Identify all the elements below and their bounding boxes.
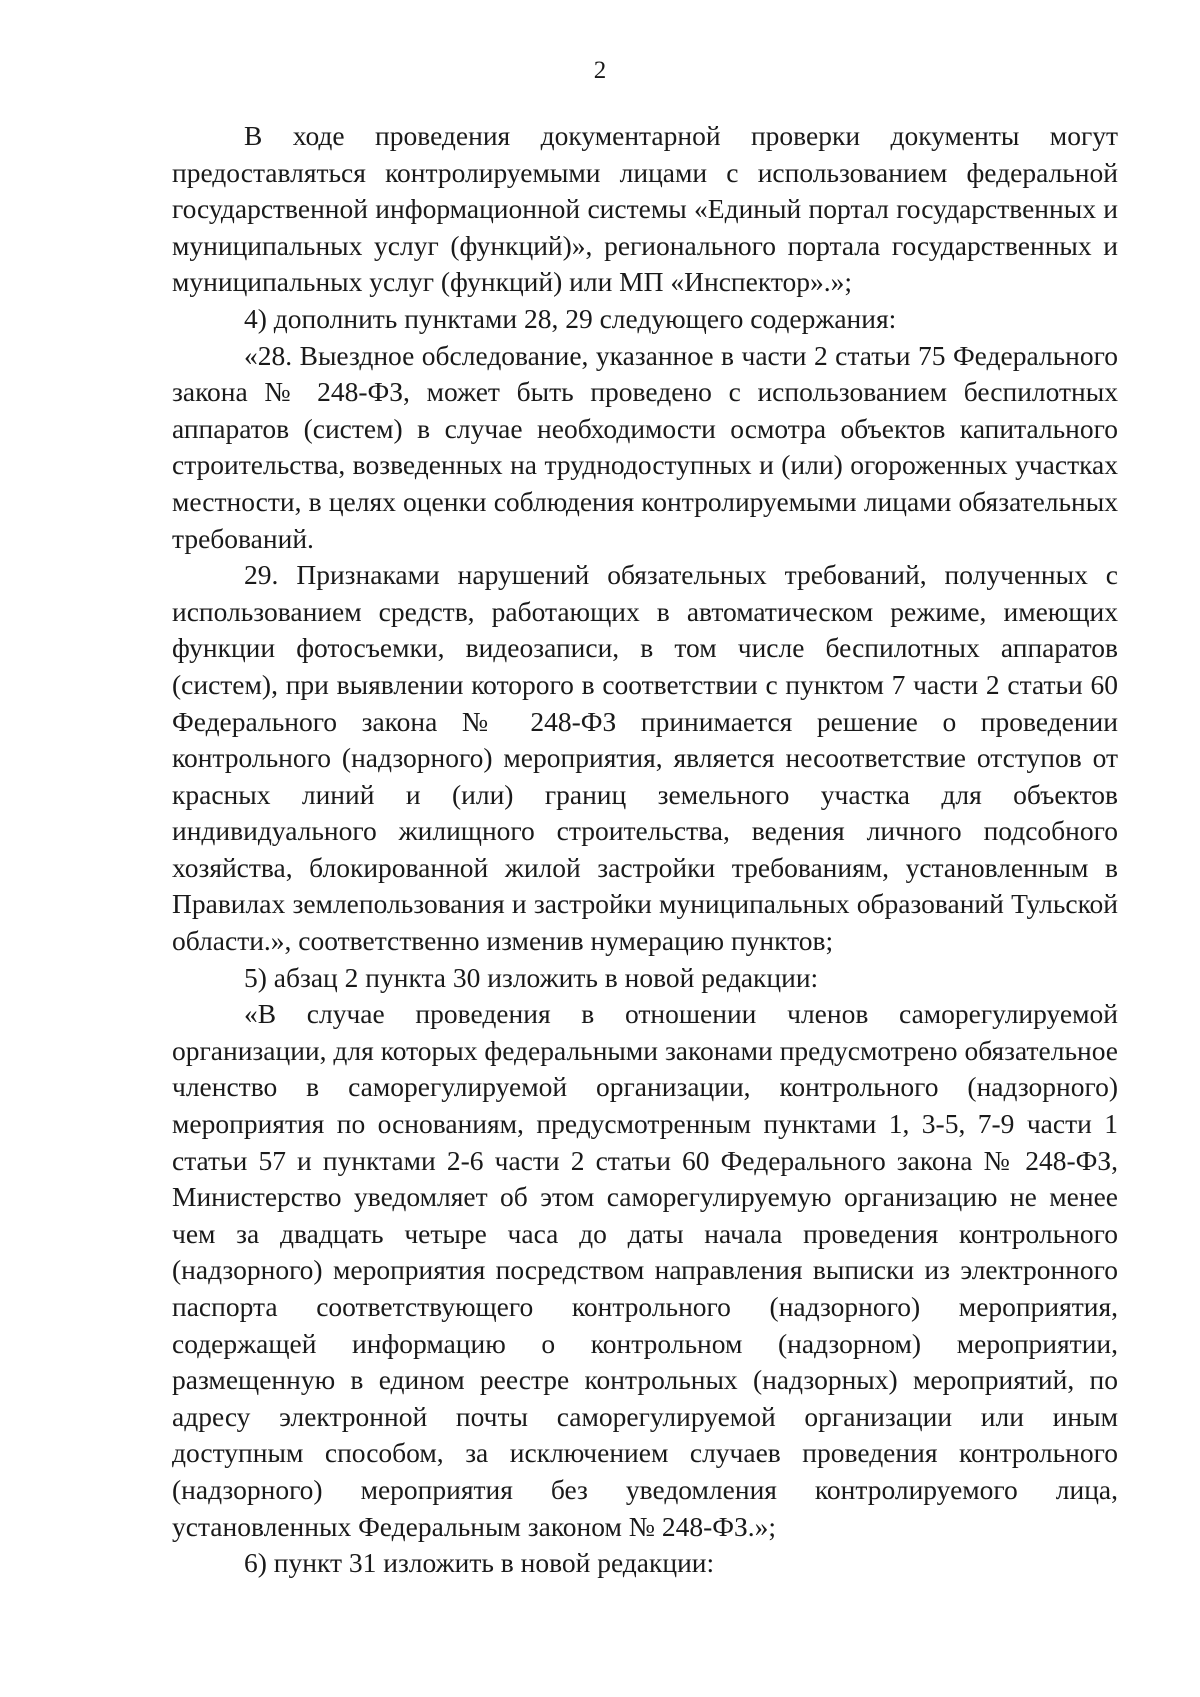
- paragraph-point-30: «В случае проведения в отношении членов саморегулируемой организации, для которых федеральными законами предусмотрено обязательное членство в саморегулируемой организации, контрольного (надзорного) мероприятия по основаниям, предусмотренным пунктами 1, 3-5, 7-9 части 1 статьи 57 и пунктами 2-6 части 2 статьи 60 Федерального закона № 248-ФЗ, Министерство уведомляет об этом саморегулируемую организацию не менее чем за двадцать четыре часа до даты начала проведения контрольного (надзорного) мероприятия посредством направления выписки из электронного паспорта соответствующего контрольного (надзорного) мероприятия, содержащей информацию о контрольном (надзорном) мероприятии, размещенную в едином реестре контрольных (надзорных) мероприятий, по адресу электронной почты саморегулируемой организации или иным доступным способом, за исключением случаев проведения контрольного (надзорного) мероприятия без уведомления контролируемого лица, установленных Федеральным законом № 248-ФЗ.»;: [172, 998, 1118, 1542]
- page-number: 2: [593, 57, 607, 84]
- paragraph-document-check: В ходе проведения документарной проверки документы могут предоставляться контролируемыми лицами с использованием федеральной государственной информационной системы «Единый портал государственных и муниципальных услуг (функций)», регионального портала государственных и муниципальных услуг (функций) или МП «Инспектор».»;: [172, 120, 1118, 298]
- paragraph-point-29: 29. Признаками нарушений обязательных требований, полученных с использованием средств, работающих в автоматическом режиме, имеющих функции фотосъемки, видеозаписи, в том числе беспилотных аппаратов (систем), при выявлении которого в соответствии с пунктом 7 части 2 статьи 60 Федерального закона № 248-ФЗ принимается решение о проведении контрольного (надзорного) мероприятия, является несоответствие отступов от красных линий и (или) границ земельного участка для объектов индивидуального жилищного строительства, ведения личного подсобного хозяйства, блокированной жилой застройки требованиям, установленным в Правилах землепользования и застройки муниципальных образований Тульской области.», соответственно изменив нумерацию пунктов;: [172, 559, 1118, 957]
- paragraph-point-28: «28. Выездное обследование, указанное в части 2 статьи 75 Федерального закона № 248-ФЗ, может быть проведено с использованием беспилотных аппаратов (систем) в случае необходимости осмотра объектов капитального строительства, возведенных на труднодоступных и (или) огороженных участках местности, в целях оценки соблюдения контролируемыми лицами обязательных требований.: [172, 339, 1118, 554]
- document-body: [172, 118, 1118, 1582]
- paragraph-item-6: 6) пункт 31 изложить в новой редакции:: [244, 1547, 715, 1579]
- paragraph-item-5: 5) абзац 2 пункта 30 изложить в новой редакции:: [244, 961, 819, 993]
- paragraph-item-4: 4) дополнить пунктами 28, 29 следующего содержания:: [244, 302, 897, 334]
